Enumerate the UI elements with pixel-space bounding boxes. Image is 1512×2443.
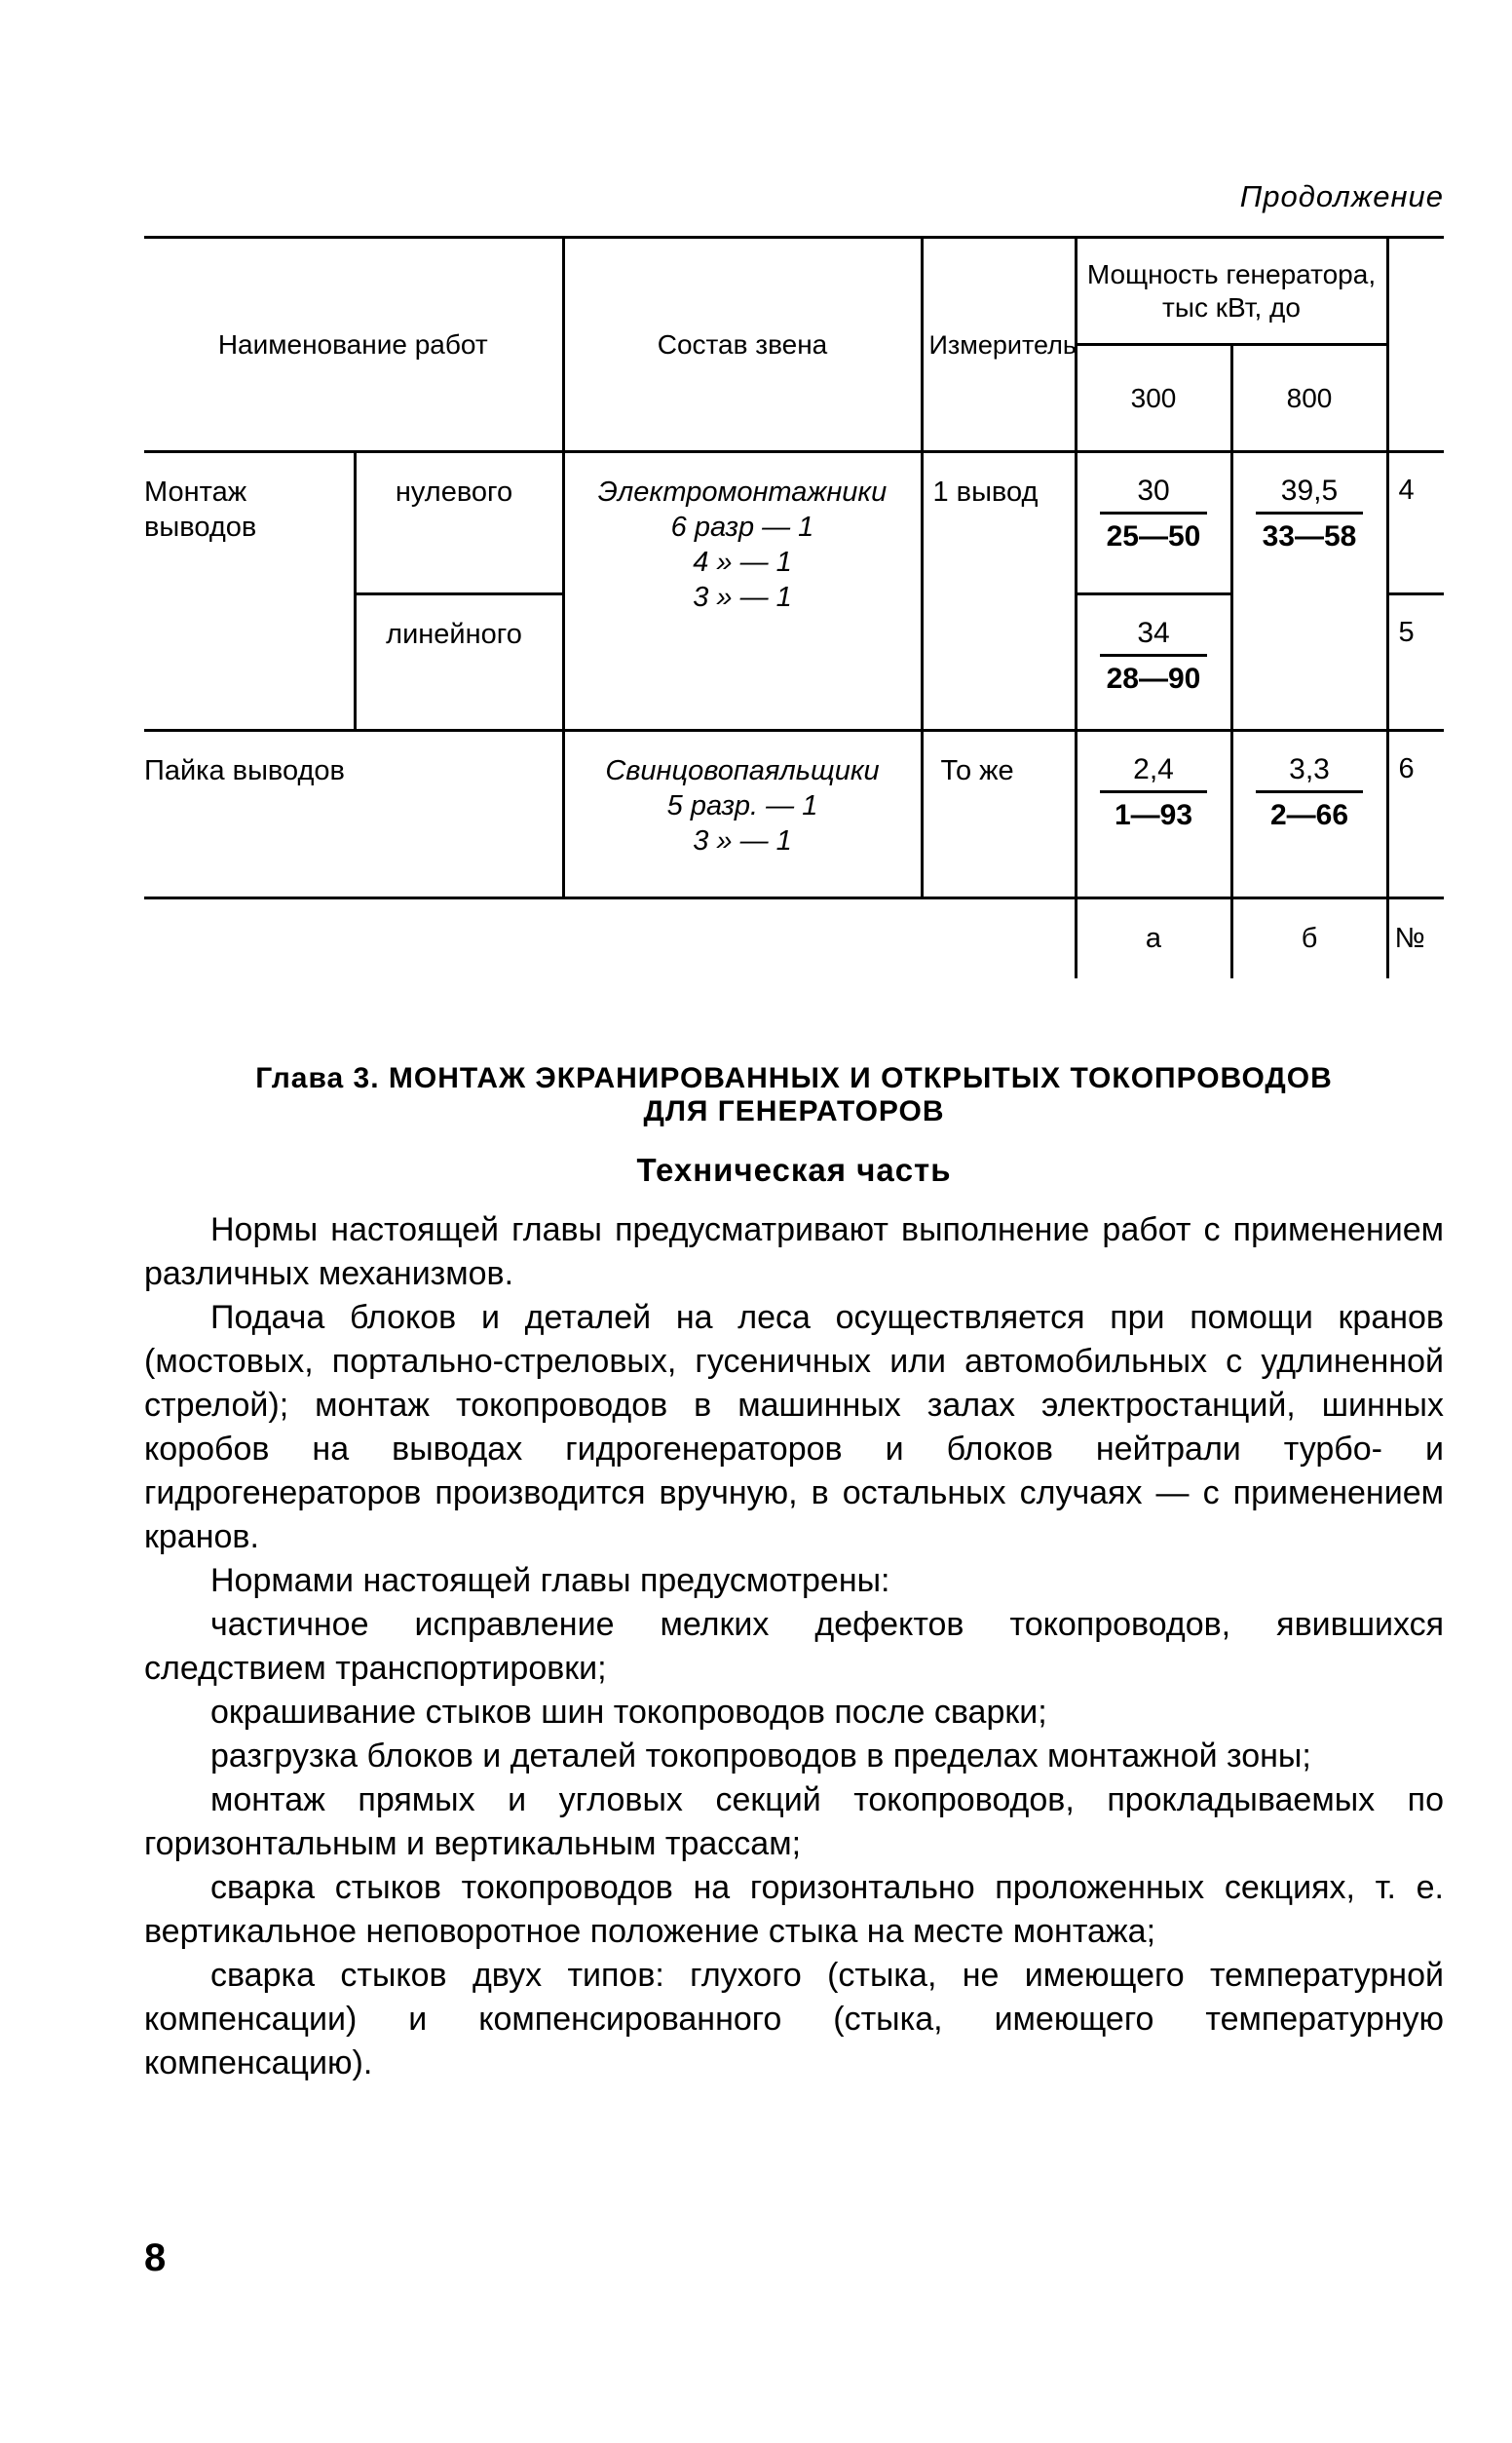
paragraph: разгрузка блоков и деталей токопроводов в пределах монтажной зоны; bbox=[210, 1737, 1311, 1775]
value-numerator: 2,4 bbox=[1100, 753, 1207, 793]
chapter-heading-line: Глава 3. МОНТАЖ ЭКРАНИРОВАННЫХ И ОТКРЫТЫХ ТОКОПРОВОДОВ bbox=[255, 1062, 1333, 1094]
row-number: 4 bbox=[1387, 452, 1444, 594]
row-sub-zero: нулевого bbox=[355, 452, 563, 594]
crew-line: 5 разр. — 1 bbox=[666, 790, 818, 821]
chapter-heading bbox=[144, 1062, 1444, 1128]
unit-mount: 1 вывод bbox=[922, 452, 1076, 731]
paragraph: сварка стыков двух типов: глухого (стыка, не имеющего температурной компенсации) и компенсированного (стыка, имеющего температурную компенсацию). bbox=[144, 1957, 1444, 2081]
cell-zero-300 bbox=[1076, 452, 1231, 594]
cell-linear-300 bbox=[1076, 594, 1231, 731]
value-denominator: 28—90 bbox=[1106, 663, 1201, 695]
header-power: Мощность генератора, тыс кВт, до bbox=[1076, 238, 1387, 345]
row-number: 6 bbox=[1387, 731, 1444, 898]
header-unit: Измеритель bbox=[922, 238, 1076, 452]
crew-electricians bbox=[563, 452, 922, 731]
body-text bbox=[144, 1208, 1444, 2085]
footer-col-no: № bbox=[1394, 922, 1425, 954]
header-power-800: 800 bbox=[1231, 345, 1387, 452]
row-number: 5 bbox=[1387, 594, 1444, 731]
unit-solder: То же bbox=[922, 731, 1076, 898]
paragraph: Нормами настоящей главы предусмотрены: bbox=[210, 1562, 890, 1599]
header-power-300: 300 bbox=[1076, 345, 1231, 452]
crew-line: 3 » — 1 bbox=[693, 582, 792, 613]
crew-title: Свинцовопаяльщики bbox=[605, 755, 880, 786]
header-crew: Состав звена bbox=[563, 238, 922, 452]
footer-col-a: а bbox=[1076, 898, 1231, 978]
value-numerator: 39,5 bbox=[1256, 475, 1363, 515]
value-numerator: 3,3 bbox=[1256, 753, 1363, 793]
continued-label: Продолжение bbox=[1239, 179, 1444, 213]
crew-line: 4 » — 1 bbox=[693, 547, 792, 578]
paragraph: частичное исправление мелких дефектов токопроводов, явившихся следствием транспортировки; bbox=[144, 1606, 1444, 1687]
value-denominator: 2—66 bbox=[1269, 799, 1349, 831]
paragraph: окрашивание стыков шин токопроводов после сварки; bbox=[210, 1694, 1047, 1731]
value-denominator: 33—58 bbox=[1262, 520, 1357, 553]
crew-line: 3 » — 1 bbox=[693, 825, 792, 857]
header-work-name: Наименование работ bbox=[144, 238, 563, 452]
paragraph: Нормы настоящей главы предусматривают выполнение работ с применением различных механизмов. bbox=[144, 1211, 1444, 1292]
footer-col-b: б bbox=[1231, 898, 1387, 978]
value-numerator: 34 bbox=[1100, 617, 1207, 657]
row-sub-linear: линейного bbox=[355, 594, 563, 731]
paragraph: монтаж прямых и угловых секций токопроводов, прокладываемых по горизонтальным и вертикальным трассам; bbox=[144, 1781, 1444, 1862]
paragraph: сварка стыков токопроводов на горизонтально проложенных секциях, т. е. вертикальное неповоротное положение стыка на месте монтажа; bbox=[144, 1869, 1444, 1950]
value-numerator: 30 bbox=[1100, 475, 1207, 515]
row-name-solder: Пайка выводов bbox=[144, 731, 563, 898]
page-number: 8 bbox=[144, 2236, 167, 2279]
crew-line: 6 разр — 1 bbox=[670, 512, 814, 543]
cell-solder-800 bbox=[1231, 731, 1387, 898]
cell-zero-800 bbox=[1231, 452, 1387, 731]
crew-solderers bbox=[563, 731, 922, 898]
cell-solder-300 bbox=[1076, 731, 1231, 898]
chapter-heading-line: ДЛЯ ГЕНЕРАТОРОВ bbox=[643, 1095, 945, 1127]
value-denominator: 1—93 bbox=[1114, 799, 1193, 831]
norms-table bbox=[144, 236, 1444, 978]
crew-title: Электромонтажники bbox=[597, 477, 888, 508]
section-subheading: Техническая часть bbox=[636, 1152, 952, 1188]
paragraph: Подача блоков и деталей на леса осуществляется при помощи кранов (мостовых, портально-стреловых, гусеничных или автомобильных с удлиненной стрелой); монтаж токопроводов в машинных залах электростанций, шинных коробов на выводах гидрогенераторов и блоков нейтрали турбо- и гидрогенераторов производится вручную, в остальных случаях — с применением кранов. bbox=[144, 1299, 1444, 1555]
value-denominator: 25—50 bbox=[1106, 520, 1201, 553]
row-name-mount: Монтаж выводов bbox=[144, 452, 355, 731]
